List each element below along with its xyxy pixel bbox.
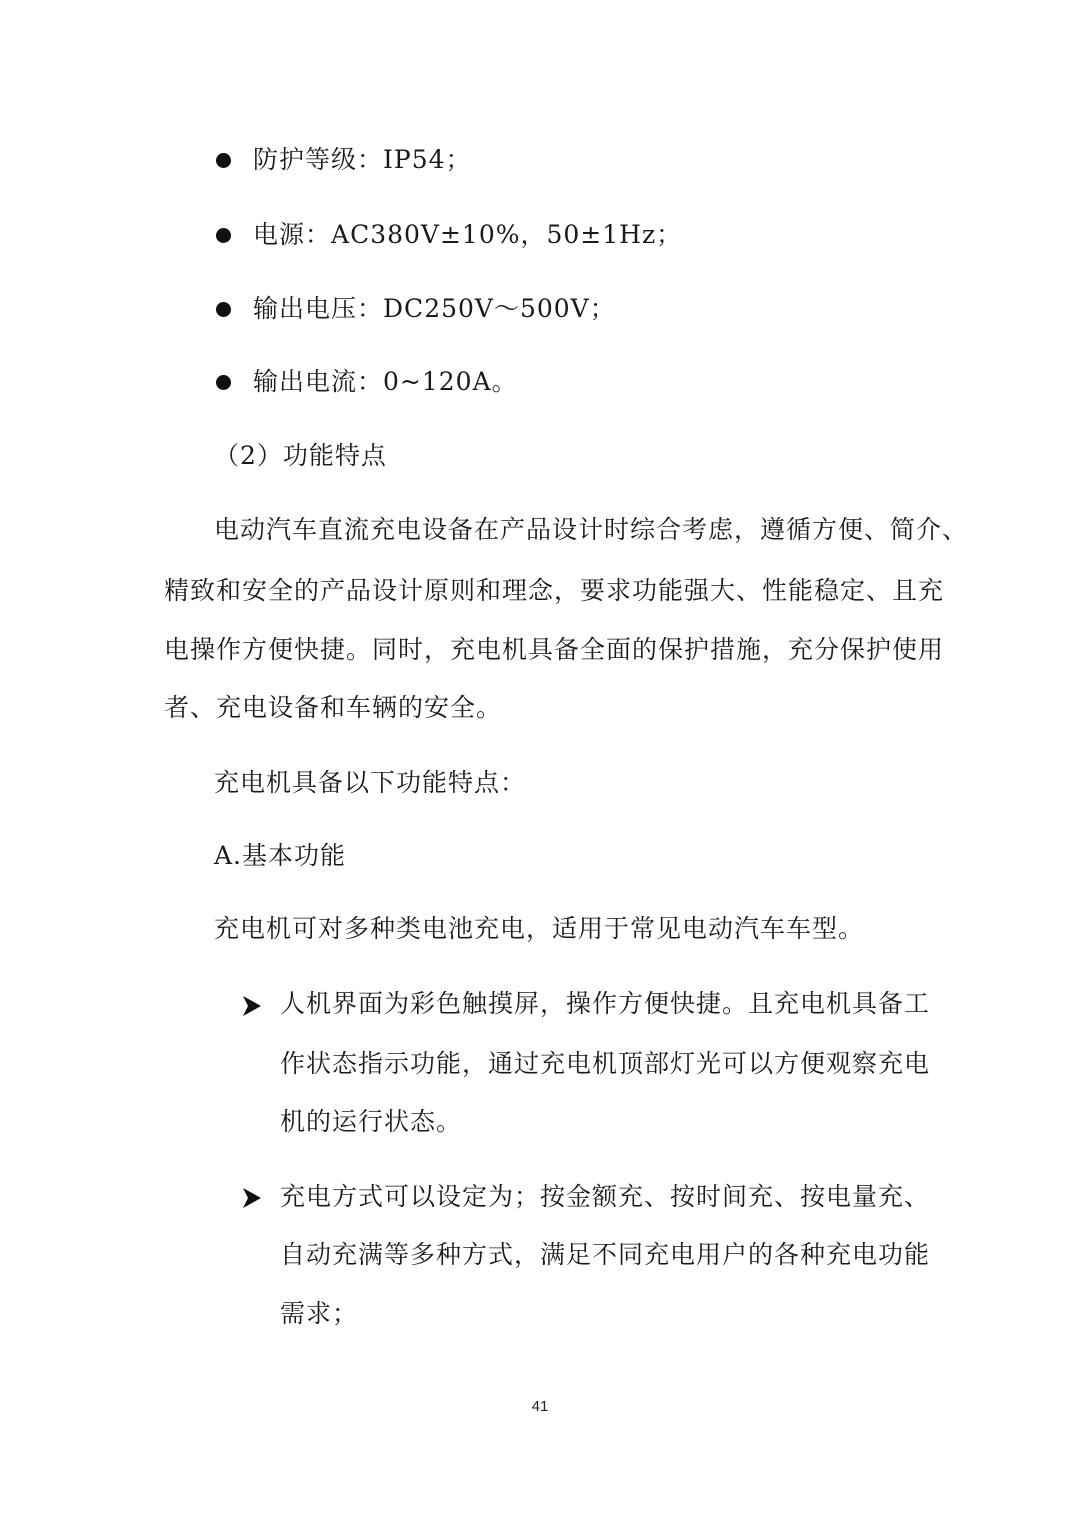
spec-label: 输出电流：: [253, 367, 384, 396]
spec-value: AC380V±10%，50±1Hz；: [331, 220, 683, 249]
spec-label: 防护等级：: [253, 145, 384, 174]
subheading-basic-function: A.基本功能: [214, 841, 347, 870]
spec-value: DC250V～500V；: [383, 294, 616, 323]
arrow-item-line: 充电方式可以设定为；按金额充、按时间充、按电量充、: [280, 1182, 931, 1211]
spec-power-supply: [253, 218, 682, 252]
section-heading: （2）功能特点: [214, 441, 387, 470]
page-number: 41: [531, 1398, 549, 1415]
arrow-bullet-icon: [242, 1187, 262, 1209]
intro-paragraph-line: 电操作方便快捷。同时，充电机具备全面的保护措施，充分保护使用: [164, 635, 945, 664]
intro-paragraph-line: 者、充电设备和车辆的安全。: [164, 693, 503, 722]
arrow-bullet-icon: [242, 995, 262, 1017]
intro-paragraph-line: 精致和安全的产品设计原则和理念，要求功能强大、性能稳定、且充: [164, 576, 945, 605]
bullet-dot-icon: [216, 375, 231, 390]
intro-paragraph-line: 电动汽车直流充电设备在产品设计时综合考虑，遵循方便、简介、: [214, 515, 969, 544]
spec-label: 电源：: [253, 220, 332, 249]
spec-label: 输出电压：: [253, 294, 384, 323]
features-intro: 充电机具备以下功能特点：: [214, 768, 527, 797]
bullet-dot-icon: [216, 302, 231, 317]
bullet-dot-icon: [216, 153, 231, 168]
spec-value: IP54；: [383, 145, 472, 174]
bullet-dot-icon: [216, 228, 231, 243]
spec-value: 0~120A。: [383, 367, 518, 396]
arrow-item-line: 自动充满等多种方式，满足不同充电用户的各种充电功能: [280, 1240, 931, 1269]
arrow-item-line: 作状态指示功能，通过充电机顶部灯光可以方便观察充电: [280, 1049, 931, 1078]
arrow-item-line: 人机界面为彩色触摸屏，操作方便快捷。且充电机具备工: [280, 989, 931, 1018]
arrow-item-line: 机的运行状态。: [280, 1107, 463, 1136]
basic-function-text: 充电机可对多种类电池充电，适用于常见电动汽车车型。: [214, 914, 865, 943]
arrow-item-line: 需求；: [280, 1299, 359, 1328]
spec-output-current: [253, 365, 518, 399]
spec-output-voltage: [253, 292, 616, 326]
spec-protection-level: [253, 143, 472, 177]
